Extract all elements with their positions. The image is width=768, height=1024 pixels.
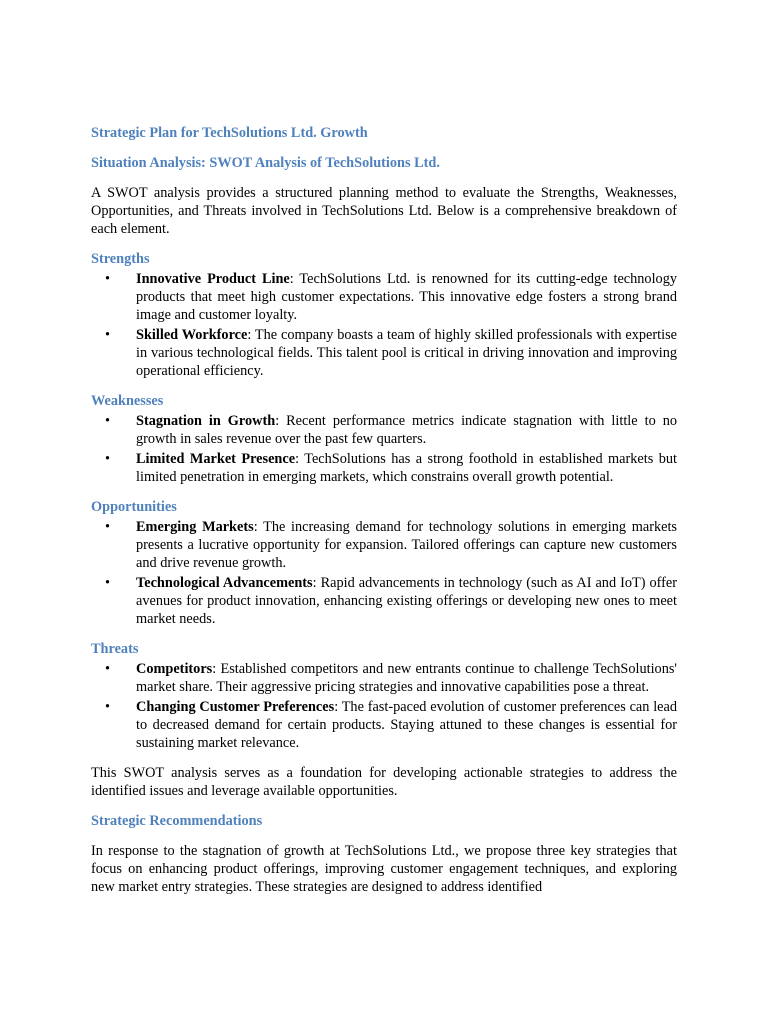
bullet-icon: • — [105, 413, 111, 429]
list-item — [91, 518, 677, 572]
threats-list — [91, 660, 677, 752]
item-term: Competitors — [136, 661, 213, 677]
item-text: : The company boasts a team of highly skilled professionals with expertise in various technological fields. This talent pool is critical in driving innovation and improving operational efficiency. — [136, 327, 677, 379]
strengths-list — [91, 270, 677, 380]
bullet-icon: • — [105, 271, 111, 287]
item-term: Stagnation in Growth — [136, 413, 276, 429]
item-term: Skilled Workforce — [136, 327, 248, 343]
bullet-icon: • — [105, 661, 111, 677]
item-term: Emerging Markets — [136, 519, 254, 535]
opportunities-heading: Opportunities — [91, 499, 177, 515]
recommendations-heading: Strategic Recommendations — [91, 813, 263, 829]
item-term: Technological Advancements — [136, 575, 313, 591]
weaknesses-heading: Weaknesses — [91, 393, 164, 409]
situation-analysis-heading: Situation Analysis: SWOT Analysis of TechSolutions Ltd. — [91, 155, 440, 171]
item-text: : The increasing demand for technology solutions in emerging markets presents a lucrative opportunity for expansion. Tailored offerings can capture new customers and drive revenue growth. — [136, 519, 678, 571]
list-item — [91, 574, 677, 628]
opportunities-list — [91, 518, 677, 628]
bullet-icon: • — [105, 699, 111, 715]
threats-heading: Threats — [91, 641, 139, 657]
item-text: : TechSolutions Ltd. is renowned for its cutting-edge technology products that meet high customer expectations. This innovative edge fosters a strong brand image and customer loyalty. — [136, 271, 677, 323]
document-title: Strategic Plan for TechSolutions Ltd. Growth — [91, 125, 368, 141]
list-item — [91, 698, 677, 752]
intro-paragraph: A SWOT analysis provides a structured planning method to evaluate the Strengths, Weaknesses, Opportunities, and Threats involved in TechSolutions Ltd. Below is a comprehensive breakdown of each element. — [91, 185, 677, 237]
list-item — [91, 326, 677, 380]
weaknesses-list — [91, 412, 677, 486]
item-text: : TechSolutions has a strong foothold in established markets but limited penetration in emerging markets, which constrains overall growth potential. — [136, 451, 677, 485]
list-item — [91, 660, 677, 696]
list-item — [91, 450, 677, 486]
item-term: Changing Customer Preferences — [136, 699, 335, 715]
conclusion-paragraph: This SWOT analysis serves as a foundation for developing actionable strategies to address the identified issues and leverage available opportunities. — [91, 765, 677, 799]
item-text: : Recent performance metrics indicate stagnation with little to no growth in sales revenue over the past few quarters. — [136, 413, 677, 447]
item-text: : The fast-paced evolution of customer preferences can lead to decreased demand for certain products. Staying attuned to these changes is essential for sustaining market relevance. — [136, 699, 678, 751]
list-item — [91, 270, 677, 324]
item-term: Limited Market Presence — [136, 451, 296, 467]
item-text: : Established competitors and new entrants continue to challenge TechSolutions' market share. Their aggressive pricing strategies and innovative capabilities pose a threat. — [136, 661, 677, 695]
item-term: Innovative Product Line — [136, 271, 290, 287]
recommendations-paragraph: In response to the stagnation of growth at TechSolutions Ltd., we propose three key strategies that focus on enhancing product offerings, improving customer engagement techniques, and exploring new market entry strategies. These strategies are designed to address identified — [91, 843, 677, 895]
bullet-icon: • — [105, 451, 111, 467]
document-page — [91, 124, 677, 908]
item-text: : Rapid advancements in technology (such as AI and IoT) offer avenues for product innovation, enhancing existing offerings or developing new ones to meet market needs. — [136, 575, 677, 627]
bullet-icon: • — [105, 519, 111, 535]
bullet-icon: • — [105, 327, 111, 343]
strengths-heading: Strengths — [91, 251, 150, 267]
list-item — [91, 412, 677, 448]
bullet-icon: • — [105, 575, 111, 591]
